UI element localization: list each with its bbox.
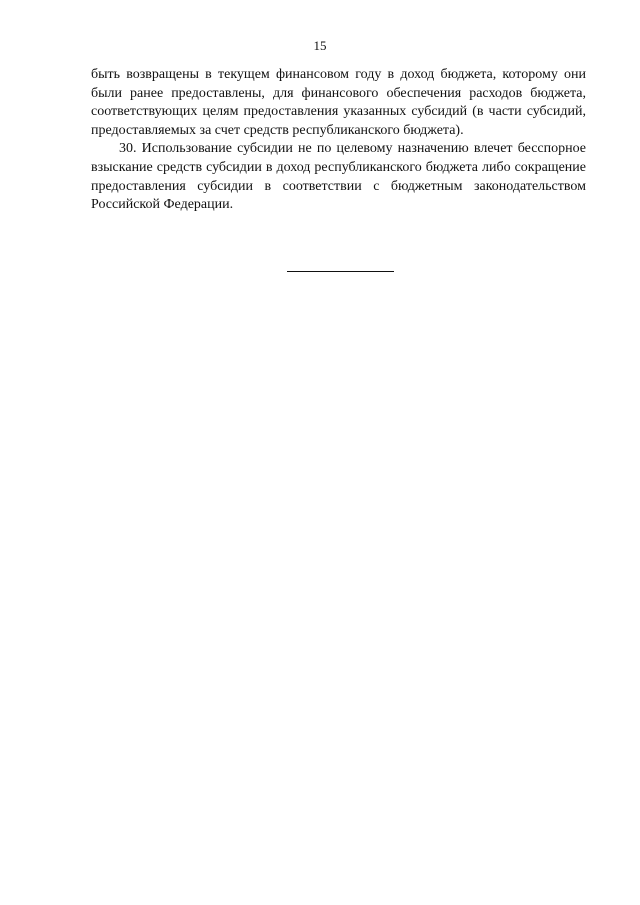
document-body — [91, 66, 586, 215]
end-separator-line — [287, 271, 394, 272]
paragraph-30: 30. Использование субсидии не по целевому назначению влечет бесспорное взыскание средств субсидии в доход республиканского бюджета либо сокращение предоставления субсидии в соответствии с бюджетным законодательством Российской Федерации. — [91, 141, 586, 213]
page-number: 15 — [313, 38, 327, 53]
paragraph-continuation: быть возвращены в текущем финансовом году в доход бюджета, которому они были ранее предоставлены, для финансового обеспечения расходов бюджета, соответствующих целям предоставления указанных субсидий (в части субсидий, предоставляемых за счет средств республиканского бюджета). — [91, 67, 586, 138]
